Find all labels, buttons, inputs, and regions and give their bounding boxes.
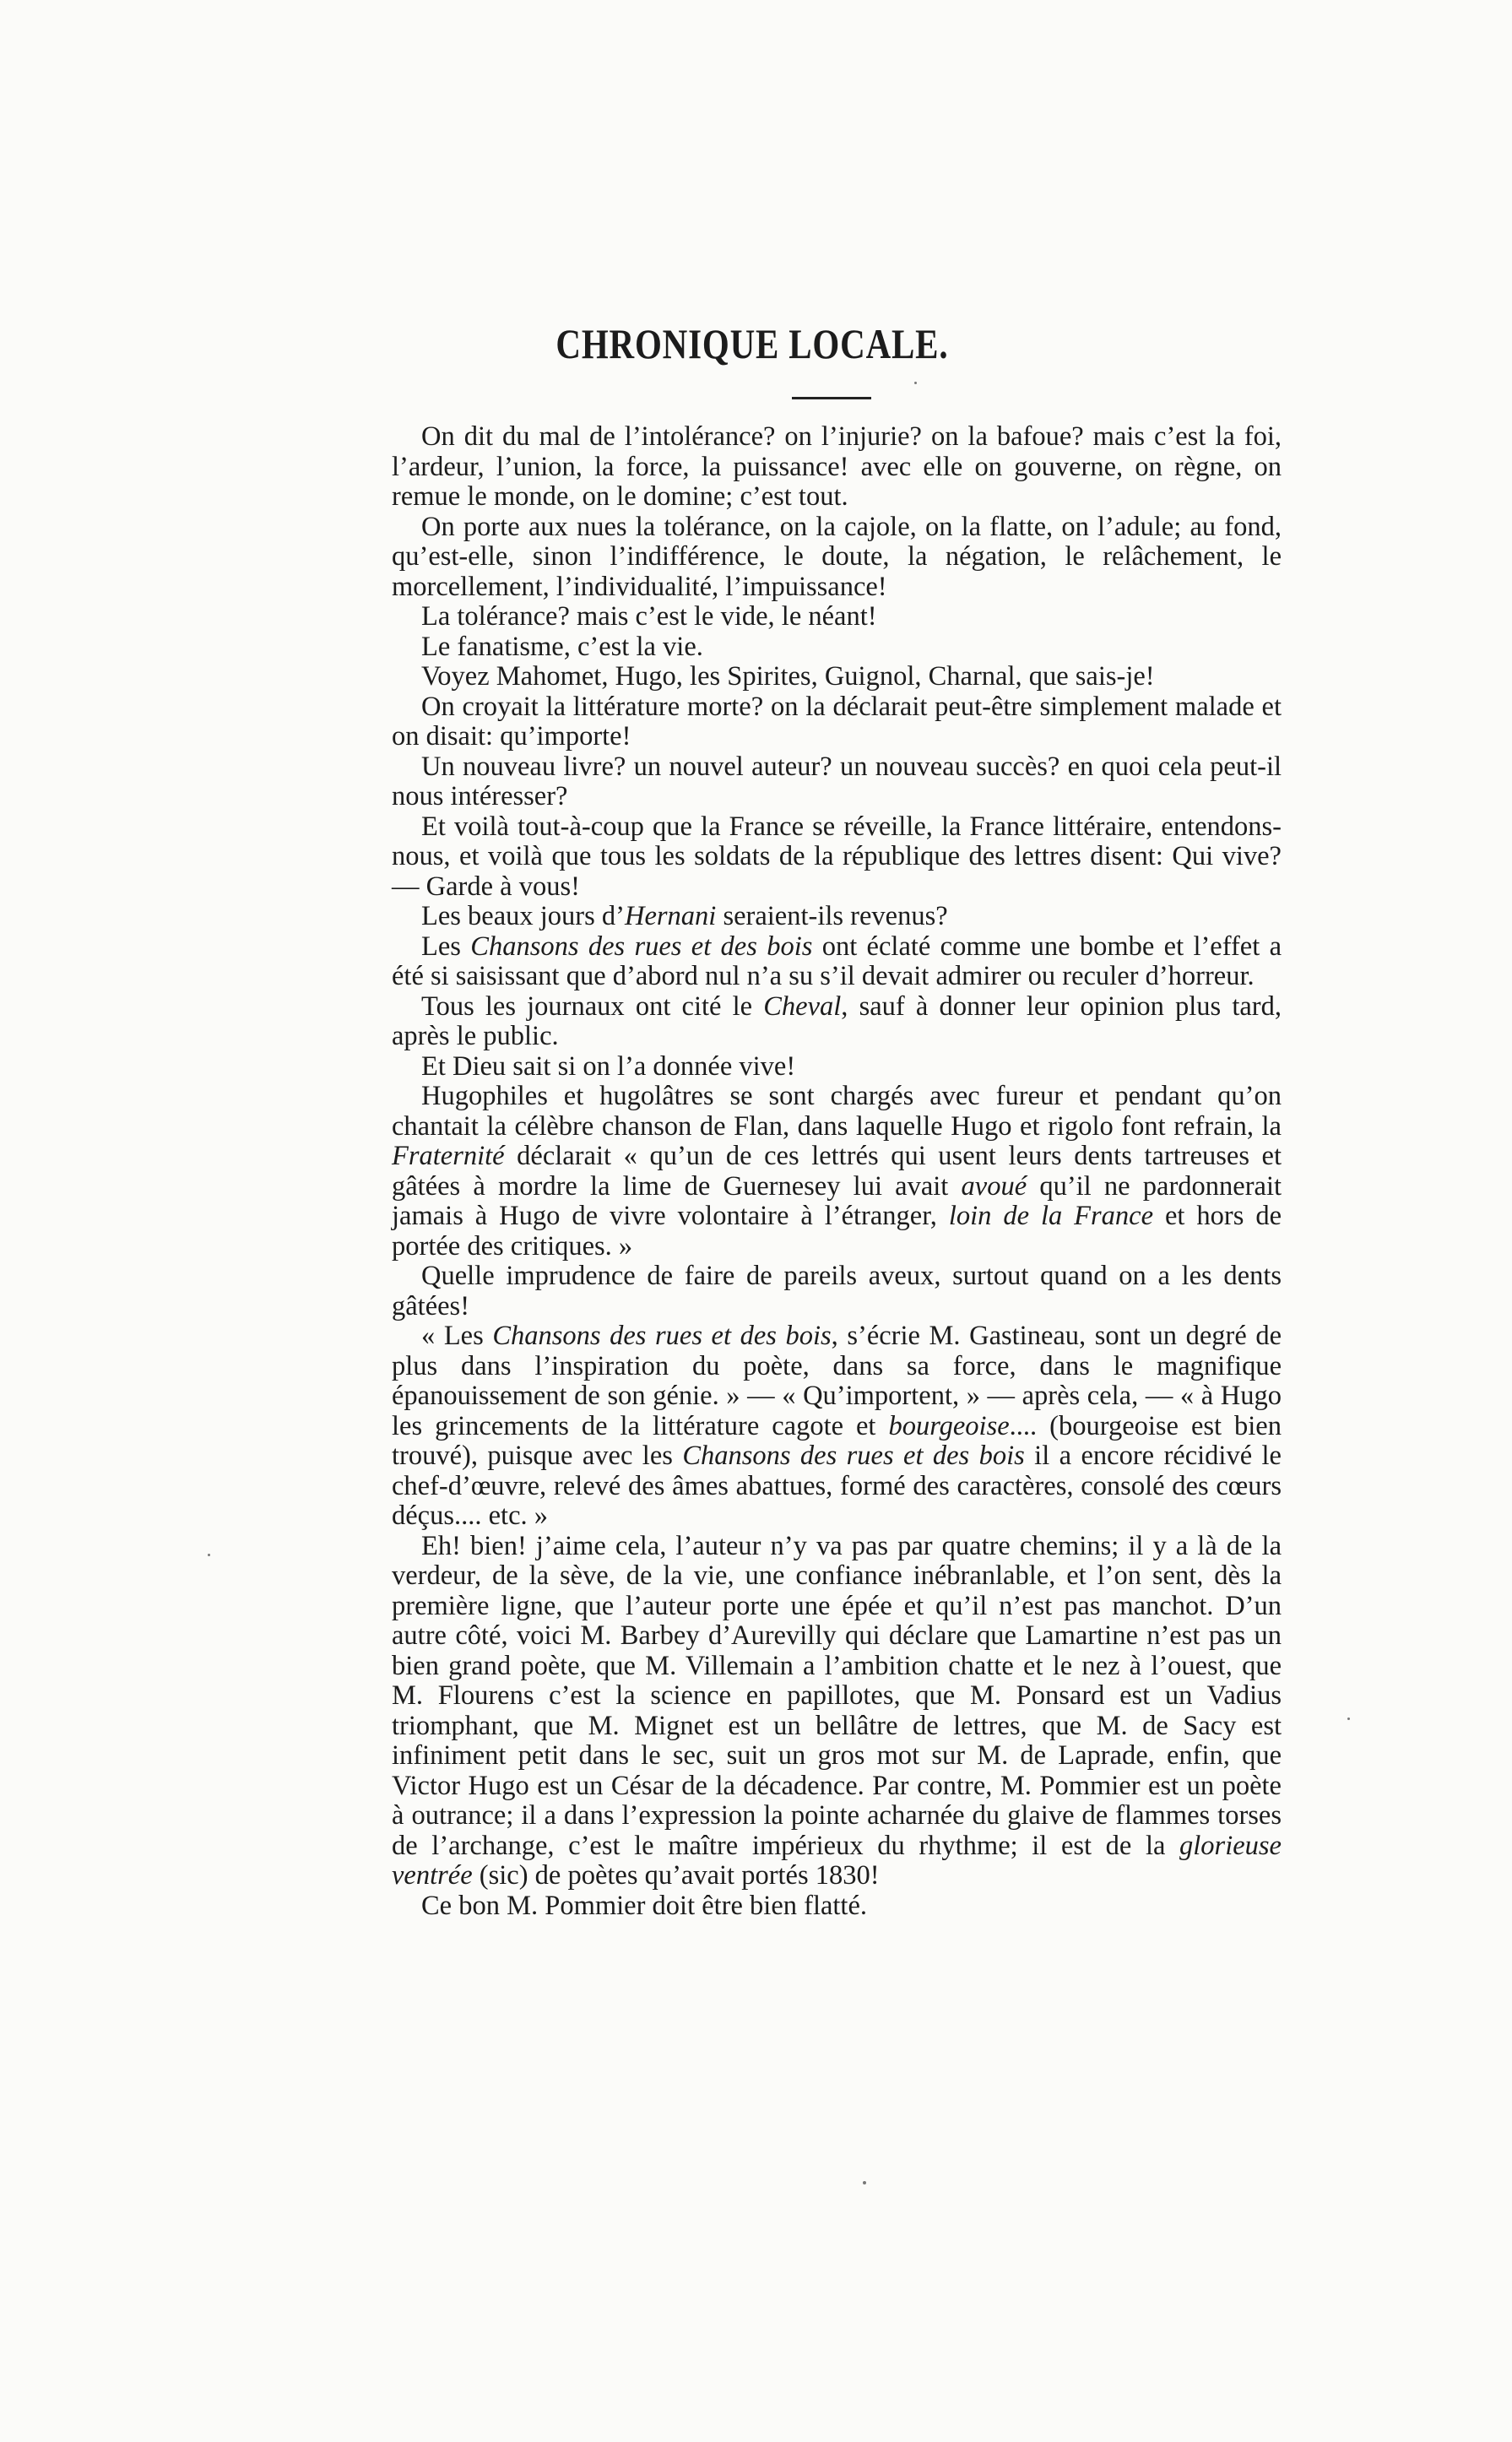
page-title: CHRONIQUE LOCALE. [555, 320, 949, 367]
paragraph-text: Les beaux jours d’ [421, 901, 625, 931]
paragraph-text: Les [421, 931, 471, 962]
paragraph-p8 [392, 812, 1282, 903]
paragraph-p1 [392, 422, 1282, 513]
paragraph-p5 [392, 662, 1282, 692]
paragraph-text: Et Dieu sait si on l’a donnée vive! [421, 1050, 796, 1082]
italic-title-text: Chansons des rues et des bois [470, 931, 813, 962]
paragraph-p2 [392, 513, 1282, 603]
paragraph-text: Un nouveau livre? un nouvel auteur? un nouveau succès? en quoi cela peut-il nous intéresser? [392, 751, 1282, 811]
italic-title-text: bourgeoise [888, 1410, 1010, 1441]
italic-title-text: Fraternité [392, 1141, 505, 1171]
italic-title-text: avoué [961, 1170, 1027, 1202]
margin-speck [863, 2181, 866, 2184]
paragraph-text: « Les [421, 1321, 493, 1351]
paragraph-p16 [392, 1532, 1282, 1891]
paragraph-text: Eh! bien! j’aime cela, l’auteur n’y va pas par quatre chemins; il y a là de la verdeur, de la sève, de la vie, une confiance inébranlable, et l’on sent, dès la première ligne, que l’auteur porte une épée et qu’il n’est pas manchot. D’un autre côté, voici M. Barbey d’Aurevilly qui déclare que Lamartine n’est pas un bien grand poète, que M. Villemain a l’ambition chatte et le nez à l’ouest, que M. Flourens c’est la science en papillotes, que M. Ponsard est un Vadius triomphant, que M. Mignet est un bellâtre de lettres, que M. de Sacy est infiniment petit dans le sec, suit un gros mot sur M. de Laprade, enfin, que Victor Hugo est un César de la décadence. Par contre, M. Pommier est un poète à outrance; il a dans l’expression la pointe acharnée du glaive de flammes torses de l’archange, c’est le maître impérieux du rhythme; il est de la [392, 1530, 1282, 1861]
paragraph-text: On dit du mal de l’intolérance? on l’injurie? on la bafoue? mais c’est la foi, l’ardeur, l’union, la force, la puissance! avec elle on gouverne, on règne, on remue le monde, on le domine; c’est tout. [392, 421, 1282, 512]
paragraph-p9 [392, 902, 1282, 932]
italic-title-text: Chansons des rues et des bois [492, 1321, 832, 1351]
paragraph-text: seraient-ils revenus? [716, 901, 948, 931]
paragraph-text: Et voilà tout-à-coup que la France se réveille, la France littéraire, entendons-nous, et voilà que tous les soldats de la république des lettres disent: Qui vive? — Garde à vous! [392, 811, 1282, 902]
article-body [392, 422, 1282, 1921]
paragraph-text: Tous les journaux ont cité le [421, 990, 764, 1022]
paragraph-text: Hugophiles et hugolâtres se sont chargés avec fureur et pendant qu’on chantait la célèbre chanson de Flan, dans laquelle Hugo et rigolo font refrain, la [392, 1081, 1282, 1142]
italic-title-text: Hernani [624, 901, 717, 931]
paragraph-text: (sic) de poètes qu’avait portés 1830! [472, 1860, 880, 1891]
paragraph-text: Voyez Mahomet, Hugo, les Spirites, Guignol, Charnal, que sais-je! [421, 661, 1155, 692]
paragraph-text: il a encore récidivé le chef-d’œuvre, relevé des âmes abattues, formé des caractères, consolé des cœurs déçus.... etc. » [392, 1441, 1282, 1531]
paragraph-text: Le fanatisme, c’est la vie. [421, 631, 703, 662]
paragraph-text: déclarait « qu’un de ces lettrés qui usent leurs dents tartreuses et gâtées à mordre la lime de Guernesey lui avait [392, 1141, 1282, 1202]
paragraph-text: , sauf à donner leur opinion plus tard, après le public. [392, 990, 1282, 1051]
paragraph-p14 [392, 1262, 1282, 1321]
paragraph-text: et hors de portée des critiques. » [392, 1201, 1282, 1262]
paragraph-p7 [392, 752, 1282, 812]
paragraph-p6 [392, 692, 1282, 752]
margin-speck [914, 382, 917, 384]
paragraph-p10 [392, 932, 1282, 992]
paragraph-text: , s’écrie M. Gastineau, sont un degré de plus dans l’inspiration du poète, dans sa force, dans le magnifique épanouissement de son génie. » — « Qu’importent, » — après cela, — « à Hugo les grincements de la littérature cagote et [392, 1321, 1282, 1441]
paragraph-p4 [392, 632, 1282, 663]
italic-title-text: Cheval [763, 990, 842, 1022]
margin-speck [1347, 1718, 1350, 1720]
paragraph-p15 [392, 1321, 1282, 1532]
italic-title-text: Chansons des rues et des bois [682, 1441, 1025, 1471]
paragraph-text: La tolérance? mais c’est le vide, le néant! [421, 601, 877, 632]
paragraph-text: On porte aux nues la tolérance, on la cajole, on la flatte, on l’adule; au fond, qu’est-elle, sinon l’indifférence, le doute, la négation, le relâchement, le morcellement, l’individualité, l’impuissance! [392, 511, 1282, 602]
italic-title-text: loin de la France [948, 1201, 1154, 1231]
paragraph-p11 [392, 992, 1282, 1052]
title-rule [792, 397, 871, 399]
italic-title-text: glorieuse ventrée [392, 1830, 1282, 1891]
paragraph-p17 [392, 1891, 1282, 1922]
paragraph-text: ont éclaté comme une bombe et l’effet a été si saisissant que d’abord nul n’a su s’il devait admirer ou reculer d’horreur. [392, 931, 1282, 991]
paragraph-text: Quelle imprudence de faire de pareils aveux, surtout quand on a les dents gâtées! [392, 1261, 1282, 1321]
paragraph-text: Ce bon M. Pommier doit être bien flatté. [421, 1890, 868, 1921]
paragraph-p12 [392, 1052, 1282, 1083]
paragraph-text: qu’il ne pardonnerait jamais à Hugo de vivre volontaire à l’étranger, [392, 1170, 1282, 1231]
paragraph-text: .... (bourgeoise est bien trouvé), puisque avec les [392, 1410, 1282, 1471]
paragraph-text: On croyait la littérature morte? on la déclarait peut-être simplement malade et on disait: qu’importe! [392, 691, 1282, 752]
margin-speck [208, 1554, 210, 1556]
paragraph-p3 [392, 602, 1282, 632]
paragraph-p13 [392, 1082, 1282, 1262]
